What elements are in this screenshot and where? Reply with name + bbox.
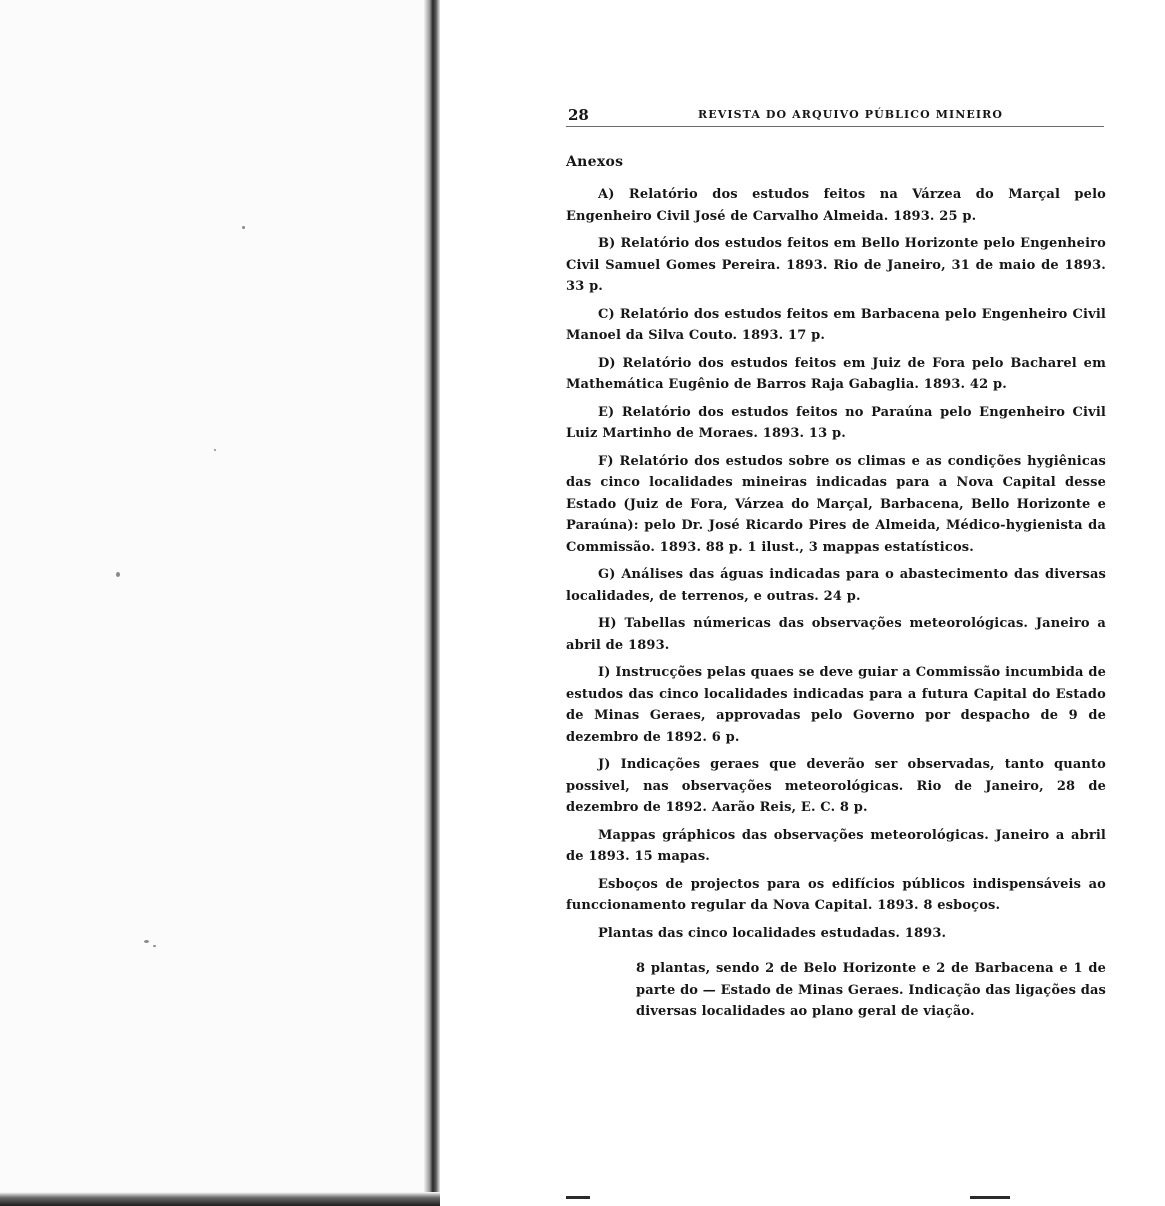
annex-item: F) Relatório dos estudos sobre os climas e as condições hygiênicas das cinco localidades mineiras indicadas para a Nova Capital desse Estado (Juiz de Fora, Várzea do Marçal, Barbacena, Bello Horizonte e Paraúna): pelo Dr. José Ricardo Pires de Almeida, Médico-hygienista da Commissão. 1893. 88 p. 1 ilust., 3 mappas estatísticos.: [566, 453, 1106, 555]
annex-item: E) Relatório dos estudos feitos no Paraúna pelo Engenheiro Civil Luiz Martinho de Moraes. 1893. 13 p.: [566, 404, 1106, 441]
paper-speck: [242, 226, 245, 229]
annex-item: I) Instrucções pelas quaes se deve guiar a Commissão incumbida de estudos das cinco localidades indicadas para a futura Capital do Estado de Minas Geraes, approvadas pelo Governo por despacho de 9 de dezembro de 1892. 6 p.: [566, 665, 1106, 745]
annex-item: C) Relatório dos estudos feitos em Barbacena pelo Engenheiro Civil Manoel da Silva Couto. 1893. 17 p.: [566, 306, 1106, 343]
annex-item: B) Relatório dos estudos feitos em Bello Horizonte pelo Engenheiro Civil Samuel Gomes Pereira. 1893. Rio de Janeiro, 31 de maio de 1893. 33 p.: [566, 236, 1106, 294]
annex-item: Mappas gráphicos das observações meteorológicas. Janeiro a abril de 1893. 15 mapas.: [566, 827, 1106, 864]
annex-item: A) Relatório dos estudos feitos na Várzea do Marçal pelo Engenheiro Civil José de Carvalho Almeida. 1893. 25 p.: [566, 187, 1106, 224]
paper-speck: [116, 572, 120, 577]
annex-item: H) Tabellas númericas das observações meteorológicas. Janeiro a abril de 1893.: [566, 616, 1106, 653]
page-number: 28: [568, 106, 589, 124]
annex-item: J) Indicações geraes que deverão ser observadas, tanto quanto possivel, nas observações meteorológicas. Rio de Janeiro, 28 de dezembro de 1892. Aarão Reis, E. C. 8 p.: [566, 757, 1106, 815]
running-head: [566, 104, 1106, 126]
blank-left-page: [0, 0, 430, 1206]
annex-list: [566, 184, 1106, 944]
paper-speck: [144, 940, 149, 943]
annex-item: D) Relatório dos estudos feitos em Juiz de Fora pelo Bacharel em Mathemática Eugênio de Barros Raja Gabaglia. 1893. 42 p.: [566, 355, 1106, 392]
annex-item: Plantas das cinco localidades estudadas. 1893.: [598, 925, 947, 941]
section-heading: Anexos: [566, 154, 624, 170]
page-bottom-mark: [970, 1196, 1010, 1199]
page-bottom-edge: [0, 1192, 440, 1206]
paper-speck: [214, 449, 216, 451]
annex-item: Esboços de projectos para os edifícios públicos indispensáveis ao funccionamento regular da Nova Capital. 1893. 8 esboços.: [566, 876, 1106, 913]
plantas-note: 8 plantas, sendo 2 de Belo Horizonte e 2 de Barbacena e 1 de parte do — Estado de Minas Geraes. Indicação das ligações das diversas localidades ao plano geral de viação.: [636, 961, 1107, 1019]
header-rule: [566, 126, 1104, 127]
journal-title: REVISTA DO ARQUIVO PÚBLICO MINEIRO: [698, 108, 1004, 121]
page-bottom-mark: [566, 1196, 590, 1199]
paper-speck: [153, 945, 156, 947]
printed-page: [566, 104, 1106, 1023]
annex-item: G) Análises das águas indicadas para o abastecimento das diversas localidades, de terrenos, e outras. 24 p.: [566, 567, 1106, 604]
book-spine: [424, 0, 440, 1206]
